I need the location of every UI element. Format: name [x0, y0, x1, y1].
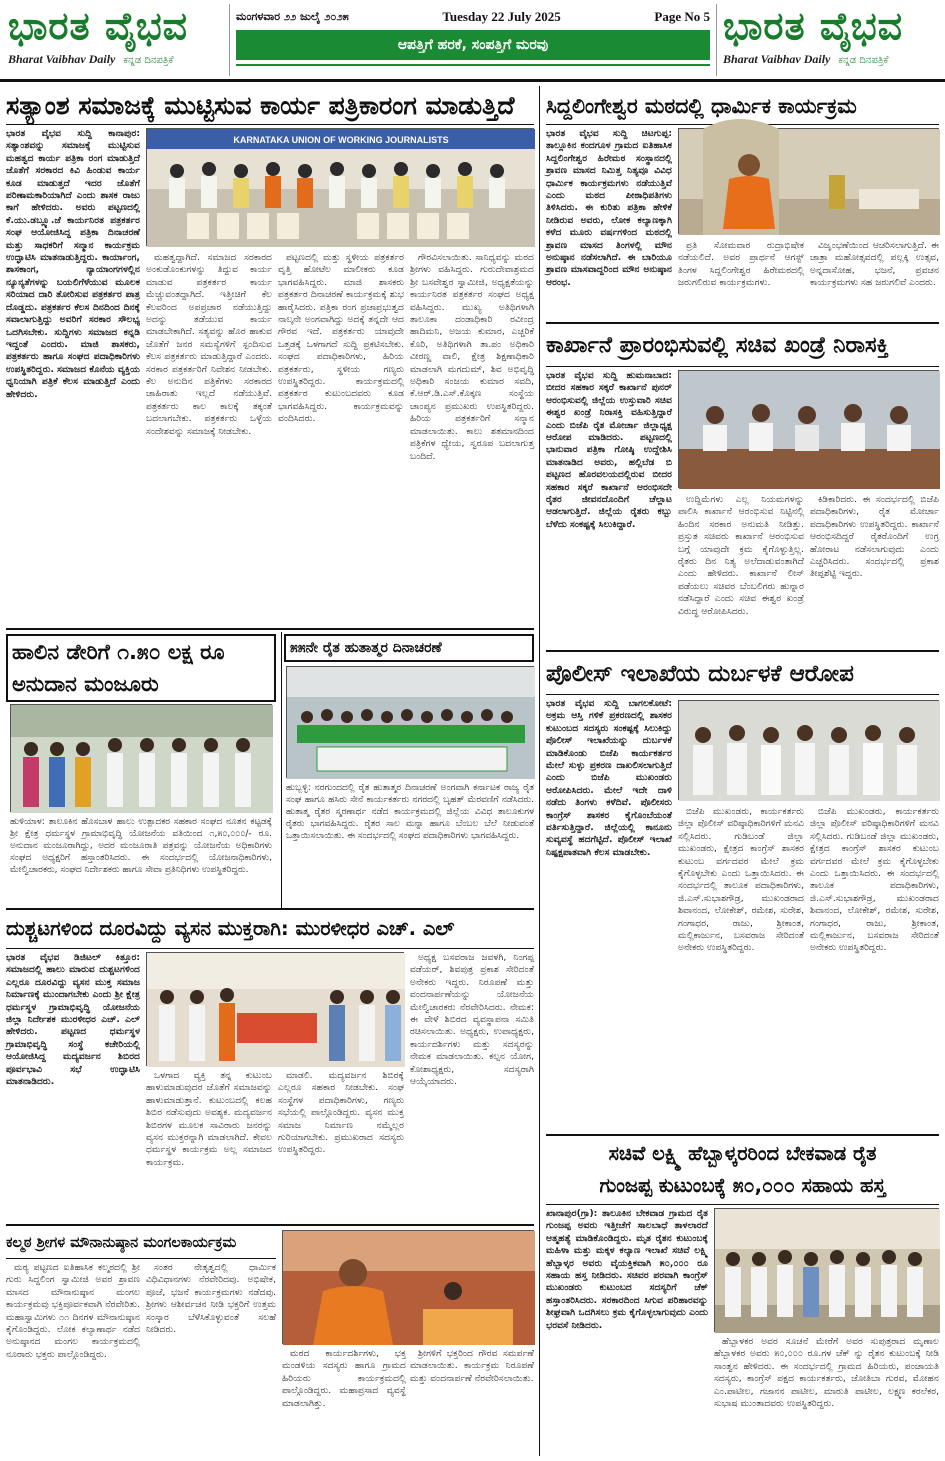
headline-underline — [6, 1258, 276, 1259]
section-divider — [6, 628, 534, 630]
article-body: ಸಂತರ ನೇತೃತ್ವದಲ್ಲಿ ಧಾರ್ಮಿಕ ವಿಧಿವಿಧಾನಗಳು ನೆರವೇರಿದವು. ಅಭಿಷೇಕ, ಪೂಜೆ, ಭಜನೆ ಕಾರ್ಯಕ್ರಮಗಳು ನಡೆದವು. ಶ್ರೀಗಳು ಆಶೀರ್ವಚನ ನೀಡಿ ಭಕ್ತರಿಗೆ ಉತ್ತಮ ಸಂಸ್ಕಾರ ಬೆಳೆಸಿಕೊಳ್ಳುವಂತೆ ಸಲಹೆ ನೀಡಿದರು. — [146, 1262, 276, 1336]
article-text — [410, 952, 534, 1220]
article-text — [714, 1336, 939, 1454]
article-body: ಪಟ್ಟಣದಲ್ಲಿ ಮತ್ತು ಸ್ಥಳೀಯ ಪತ್ರಕರ್ತರ ವೃತ್ತಿ ಹೋಟೆಲ ಮಾಲೀಕರು ಕೂಡ ಭಾಗವಹಿಸಿದ್ದರು. ಮಾಜಿ ಶಾಸಕರು ಪತ್ರಕರ್ತರ ದಿನಾಚರಣೆ ಕಾರ್ಯಕ್ರಮಕ್ಕೆ ಶುಭ ಹಾರೈಸಿದರು. ಪತ್ರಿಕಾ ರಂಗ ಪ್ರಜಾಪ್ರಭುತ್ವದ ನಾಲ್ಕನೇ ಅಂಗವಾಗಿದ್ದು ಅದಕ್ಕೆ ತನ್ನದೇ ಆದ ಗೌರವ ಇದೆ. ಪತ್ರಕರ್ತರು ಯಾವುದೇ ಒತ್ತಡಕ್ಕೆ ಒಳಗಾಗದೆ ಸುದ್ದಿ ಪ್ರಕಟಿಸಬೇಕು. ಸಂಘದ ಪದಾಧಿಕಾರಿಗಳು, ಹಿರಿಯ ಪತ್ರಕರ್ತರು, ಸ್ಥಳೀಯ ಗಣ್ಯರು ಉಪಸ್ಥಿತರಿದ್ದರು. ಕಾರ್ಯಕ್ರಮದಲ್ಲಿ ಪತ್ರಕರ್ತರ ಕುಟುಂಬದವರು ಕೂಡ ಭಾಗವಹಿಸಿದ್ದರು. ಕಾರ್ಯಕ್ರಮವನ್ನು ವಂದಿಸಿದರು. — [278, 252, 404, 425]
article-body: ಭಾರತ ವೈಭವ ಸುದ್ದಿ ಬಾಗಲಕೋಟೆ: ಅಕ್ರಮ ಆಸ್ತಿ ಗಳಿಕೆ ಪ್ರಕರಣದಲ್ಲಿ ಶಾಸಕರ ಕುಟುಂಬದ ಸದಸ್ಯರು ಸಂಕಷ್ಟಕ್ಕೆ ಸಿಲುಕಿದ್ದು ಪೊಲೀಸ್ ಇಲಾಖೆಯನ್ನು ದುರ್ಬಳಕೆ ಮಾಡಿಕೊಂಡು ಬಿಜೆಪಿ ಕಾರ್ಯಕರ್ತರ ಮೇಲೆ ಸುಳ್ಳು ಪ್ರಕರಣ ದಾಖಲಿಸಲಾಗುತ್ತಿದೆ ಎಂದು ಬಿಜೆಪಿ ಮುಖಂಡರು ಆರೋಪಿಸಿದರು. ಮೇಲೆ ಇದೇ ದಾಳಿ ನಡೆದು ತಿಂಗಳು ಕಳೆದಿವೆ. ಪೊಲೀಸರು ಕಾಂಗ್ರೆಸ್ ಶಾಸಕರ ಕೈಗೊಂಬೆಯಂತೆ ವರ್ತಿಸುತ್ತಿದ್ದಾರೆ. ಜಿಲ್ಲೆಯಲ್ಲಿ ಕಾನೂನು ಸುವ್ಯವಸ್ಥೆ ಹದಗೆಟ್ಟಿದೆ. ಪೊಲೀಸ್ ಇಲಾಖೆ ನಿಷ್ಪಕ್ಷಪಾತವಾಗಿ ಕೆಲಸ ಮಾಡಬೇಕು. — [546, 698, 672, 858]
photo-aid — [714, 1208, 939, 1332]
slogan-divider — [236, 64, 710, 66]
headline-aid-1: ಸಚಿವೆ ಲಕ್ಷ್ಮಿ ಹೆಬ್ಬಾಳ್ಕರರಿಂದ ಬೇಕವಾಡ ರೈತ — [608, 1142, 877, 1165]
photo-swamiji — [678, 128, 939, 234]
headline-dairy: ಹಾಲಿನ ಡೇರಿಗೆ ೧.೫೦ ಲಕ್ಷ ರೂ ಅನುದಾನ ಮಂಜೂರು — [12, 640, 225, 696]
headline-addiction: ದುಶ್ಚಟಗಳಿಂದ ದೂರವಿದ್ದು ವ್ಯಸನ ಮುಕ್ತರಾಗಿ: ಮುರಳೀಧರ ಎಚ್. ಎಲ್ — [6, 917, 455, 940]
headline-kalmath: ಕಲ್ಮಠ ಶ್ರೀಗಳ ಮೌನಾನುಷ್ಠಾನ ಮಂಗಲಕಾರ್ಯಕ್ರಮ — [6, 1235, 237, 1251]
article-text — [6, 1262, 140, 1454]
brand-title: ಭಾರತ ವೈಭವ — [723, 3, 904, 48]
article-body: ಬಿಜೆಪಿ ಮುಖಂಡರು, ಕಾರ್ಯಕರ್ತರು ಜಿಲ್ಲಾ ಪೊಲೀಸ್ ವರಿಷ್ಠಾಧಿಕಾರಿಗಳಿಗೆ ಮನವಿ ಸಲ್ಲಿಸಿದರು. ಗುಡಿಬಂಡೆ ಜಿಲ್ಲಾ ಮುಖಂಡರು, ಕ್ಷೇತ್ರದ ಕಾಂಗ್ರೆಸ್ ಶಾಸಕರ ಕುಟುಂಬ ವರ್ಗದವರ ಮೇಲೆ ಕ್ರಮ ಕೈಗೊಳ್ಳಬೇಕು ಎಂದು ಒತ್ತಾಯಿಸಿದರು. ಈ ಸಂದರ್ಭದಲ್ಲಿ ತಾಲೂಕ ಪದಾಧಿಕಾರಿಗಳು, ಜಿ.ಎಸ್.ಸುಭಾಶಗೌಡ್ರ, ಮುಖಂಡರಾದ ಶಿವಾನಂದ, ಲೋಕೇಶ್, ರಮೇಶ, ಸುರೇಶ, ಗಂಗಾಧರ, ರಾಜು, ಶ್ರೀಕಾಂತ, ಮಲ್ಲಿಕಾರ್ಜುನ, ಬಸವರಾಜ ಸೇರಿದಂತೆ ಅನೇಕರು ಉಪಸ್ಥಿತರಿದ್ದರು. — [678, 806, 804, 954]
section-divider — [546, 1134, 939, 1136]
brand-left — [8, 4, 230, 76]
page-number: Page No 5 — [654, 9, 710, 24]
aid-illustration — [715, 1209, 940, 1333]
meeting-illustration — [147, 953, 405, 1067]
section-divider — [6, 908, 534, 910]
headline-farmers: ೫೫ನೇ ರೈತ ಹುತಾತ್ಮರ ದಿನಾಚರಣೆ — [290, 640, 442, 656]
article-body: ಭಾರತ ವೈಭವ ಸುದ್ದಿ ಚಿಟಗುಪ್ಪ: ತಾಲ್ಲೂಕಿನ ಕಂದಗೂಳ ಗ್ರಾಮದ ಐತಿಹಾಸಿಕ ಸಿದ್ದಲಿಂಗೇಶ್ವರ ಹಿರೇಮಠ ಸಂಸ್ಥಾನದಲ್ಲಿ ಶ್ರಾವಣ ಮಾಸದ ನಿಮಿತ್ತ ನಿತ್ಯವೂ ವಿವಿಧ ಧಾರ್ಮಿಕ ಕಾರ್ಯಕ್ರಮಗಳು ನಡೆಯುತ್ತಿವೆ ಎಂದು ಮಠದ ಪೀಠಾಧಿಪತಿಗಳು ತಿಳಿಸಿದರು. ಈ ಕುರಿತು ಪತ್ರಿಕಾ ಹೇಳಿಕೆ ನೀಡಿರುವ ಅವರು, ಲೋಕ ಕಲ್ಯಾಣಕ್ಕಾಗಿ ಕಳೆದ ಮೂರು ವರ್ಷಗಳಿಂದ ಮಠದಲ್ಲಿ ಶ್ರಾವಣ ಮಾಸದ ತಿಂಗಳಲ್ಲಿ ಮೌನ ಅನುಷ್ಠಾನ ನಡೆಸಲಾಗಿದೆ. ಈ ಬಾರಿಯೂ ಶ್ರಾವಣ ಮಾಸವಾದ್ದರಿಂದ ಮೌನ ಅನುಷ್ಠಾನ ಆರಂಭ. — [546, 128, 672, 288]
article-body: ಮಹತ್ವದ್ದಾಗಿದೆ. ಸಮಾಜದ ಸರಕಾರದ ಅಂಕುಡೊಂಕುಗಳನ್ನು ತಿದ್ದುವ ಕಾರ್ಯ ಮಾಡುವ ಪತ್ರಕರ್ತರ ಕಾರ್ಯ ಮೆಚ್ಚುವಂತದ್ದಾಗಿದೆ. ಇತ್ತೀಚಿಗೆ ಕೆಲ ಕೆಲವರಿಂದ ಅಪಪ್ರಚಾರ ನಡೆಯುತ್ತಿದ್ದು ಅದನ್ನು ತಡೆಯುವ ಕಾರ್ಯ ಮಾಡಬೇಕಾಗಿದೆ. ಸತ್ಯವನ್ನು ಹೊರ ಹಾಕುವ ಜೊತೆಗೆ ಜನರ ಸಮಸ್ಯೆಗಳಿಗೆ ಸ್ಪಂದಿಸುವ ಕೆಲಸ ಪತ್ರಕರ್ತರು ಮಾಡುತ್ತಿದ್ದಾರೆ ಎಂದರು. ಸರಕಾರ ಪತ್ರಕರ್ತರಿಗೆ ನಿವೇಶನ ನೀಡಬೇಕು. ಕೆಲ ಅನುದಿನ ಪತ್ರಿಕೆಗಳು ಸರಕಾರದ ಜಾಹಿರಾತು ಇಲ್ಲದೆ ನಡೆಯುತ್ತಿವೆ. ಪತ್ರಕರ್ತರು ಕಾಲ ಕಾಲಕ್ಕೆ ತಕ್ಕಂತೆ ಬದಲಾಗಬೇಕು. ಪತ್ರಕರ್ತರು ಒಳ್ಳೆಯ ಸಂದೇಶವನ್ನು ಸಮಾಜಕ್ಕೆ ನೀಡಬೇಕು. — [146, 252, 272, 437]
brand-english: Bharat Vaibhav Daily — [8, 52, 116, 66]
article-text — [6, 952, 140, 1220]
brand-title: ಭಾರತ ವೈಭವ — [8, 3, 189, 48]
article-text — [410, 1348, 534, 1454]
headline-aid-2: ಗುಂಜಪ್ಪ ಕುಟುಂಬಕ್ಕೆ ೫೦,೦೦೦ ಸಹಾಯ ಹಸ್ತ — [599, 1174, 886, 1197]
article-body: ಭಾರತ ವೈಭವ ಸುದ್ದಿ ಕಾನಾಪುರ: ಸತ್ಯಾಂಶವನ್ನು ಸಮಾಜಕ್ಕೆ ಮುಟ್ಟಿಸುವ ಮಹತ್ವದ ಕಾರ್ಯ ಪತ್ರಿಕಾ ರಂಗ ಮಾಡುತ್ತಿದೆ ಜೊತೆಗೆ ಸರಕಾರದ ಕಿವಿ ಹಿಂಡುವ ಕಾರ್ಯ ಕೂಡ ಮಾಡುತ್ತದೆ ಇದರ ಜೊತೆಗೆ ಪರಿಣಾಮಕಾರಿಯಾಗಿದೆ ಎಂದು ಶಾಸಕ ರಾಜು ಕಾಗೆ ಹೇಳಿದರು. ಅವರು ಪಟ್ಟಣದಲ್ಲಿ ಕೆ.ಯು.ಡಬ್ಲ್ಯೂ.ಜೆ ಕಾರ್ಯನಿರತ ಪತ್ರಕರ್ತರ ಸಂಘ ಆಯೋಜಿಸಿದ್ದ ಪತ್ರಿಕಾ ದಿನಾಚರಣೆ ಮತ್ತು ಸಾಧಕರಿಗೆ ಸನ್ಮಾನ ಕಾರ್ಯಕ್ರಮ ಉದ್ಘಾಟಿಸಿ ಮಾತನಾಡುತ್ತಿದ್ದರು. ಕಾರ್ಯಾಂಗ, ಶಾಸಕಾಂಗ, ನ್ಯಾಯಾಂಗಗಳಲ್ಲಿನ ನ್ಯೂನ್ಯತೆಗಳನ್ನು ಬಯಲಿಗೆಳೆಯುವ ಮೂಲಕ ಸರಿಯಾದ ದಾರಿ ತೋರಿಸುವ ಪತ್ರಕರ್ತರ ಪಾತ್ರ ದೊಡ್ಡದು. ಪತ್ರಕರ್ತರ ಕೆಲಸ ದಿನದಿಂದ ದಿನಕ್ಕೆ ಸವಾಲಾಗುತ್ತಿದ್ದು ಅವರಿಗೆ ಸರಕಾರ ಸೌಲಭ್ಯ ಒದಗಿಸಬೇಕು. ಸುದ್ದಿಗಳು ಸಮಾಜದ ಕನ್ನಡಿ ಇದ್ದಂತೆ ಎಂದರು. ಮಾಜಿ ಶಾಸಕರು, ಪತ್ರಕರ್ತರು ಹಾಗೂ ಸಂಘದ ಪದಾಧಿಕಾರಿಗಳು ಉಪಸ್ಥಿತರಿದ್ದರು. ಸಮಾಜದ ಕೊನೆಯ ವ್ಯಕ್ತಿಯ ಧ್ವನಿಯಾಗಿ ಪತ್ರಿಕೆ ಕೆಲಸ ಮಾಡುತ್ತಿದೆ ಎಂದು ಹೇಳಿದರು. — [6, 128, 141, 400]
article-text — [678, 240, 804, 318]
press-meet-illustration — [679, 371, 940, 489]
article-body: ಒಳಗಾದ ವ್ಯಕ್ತಿ ತನ್ನ ಕುಟುಂಬ ಹಾಳುಮಾಡುವುದರ ಜೊತೆಗೆ ಸಮಾಜವನ್ನು ಹಾಳುಮಾಡುತ್ತಾನೆ. ಕುಟುಂಬದಲ್ಲಿ ಕಲಹ ಶಿಬಿರ ನಡೆಸುವುದು ಅವಶ್ಯಕ. ಮದ್ಯವರ್ಜನ ಶಿಬಿರಗಳ ಮೂಲಕ ಸಾವಿರಾರು ಜನರನ್ನು ವ್ಯಸನ ಮುಕ್ತರನ್ನಾಗಿ ಮಾಡಲಾಗಿದೆ. ಕೇವಲ ಧರ್ಮಸ್ಥಳ ಕಾರ್ಯಕ್ರಮ ಅಲ್ಲ ಸಮಾಜದ ಕಾರ್ಯಕ್ರಮ. — [146, 1070, 272, 1168]
article-text — [282, 1348, 406, 1454]
headline-factory: ಕಾರ್ಖಾನೆ ಪ್ರಾರಂಭಿಸುವಲ್ಲಿ ಸಚಿವ ಖಂಡ್ರೆ ನಿರಾಸಕ್ತಿ — [546, 333, 889, 358]
leaders-illustration — [679, 701, 940, 801]
article-text — [146, 1262, 276, 1454]
headline-underline — [546, 694, 939, 695]
box-divider — [281, 632, 282, 908]
center-divider — [539, 86, 540, 1456]
photo-kalmath — [282, 1230, 534, 1344]
article-text — [810, 806, 939, 1130]
dateline — [236, 6, 710, 28]
article-text — [678, 494, 804, 644]
article-body: ಹೆಬ್ಬಾಳಕರ ಅವರ ಸೂಚನೆ ಮೇರೆಗೆ ಅವರ ಸುಪುತ್ರರಾದ ಮೃಣಾಲ ಹೆಬ್ಬಾಳಕರ ಅವರು ೫೦,೦೦೦ ರೂ.ಗಳ ಚೆಕ್ ನ್ನು ರೈತನ ಕುಟುಂಬಕ್ಕೆ ನೀಡಿ ಸಾಂತ್ವನ ಹೇಳಿದರು. ಈ ಸಂದರ್ಭದಲ್ಲಿ ಗ್ರಾಮದ ಹಿರಿಯರು, ಪಂಚಾಯತಿ ಸದಸ್ಯರು, ಕಾಂಗ್ರೆಸ್ ಪಕ್ಷದ ಕಾರ್ಯಕರ್ತರು, ಜೋತಿಬಾ ಗುರವ, ಮೋಹನ ಎಂ.ಪಾಟೀಲ, ಗಜಾನನ ಪಾಟೀಲ, ಮಾರುತಿ ಪಾಟೀಲ, ಲಕ್ಷ್ಮಣ ಕರಲೆಕರ, ಸುಭಾಷ ಮುಂತಾದವರು ಉಪಸ್ಥಿತರಿದ್ದರು. — [714, 1336, 939, 1410]
headline-underline — [546, 1204, 939, 1205]
headline-underline — [546, 366, 939, 367]
headline-journalism: ಸತ್ಯಾಂಶ ಸಮಾಜಕ್ಕೆ ಮುಟ್ಟಿಸುವ ಕಾರ್ಯ ಪತ್ರಿಕಾರಂಗ ಮಾಡುತ್ತಿದೆ — [6, 91, 515, 120]
kalmath-illustration — [283, 1231, 535, 1345]
photo-bjp-leaders — [678, 700, 939, 800]
masthead — [0, 0, 945, 82]
article-text — [146, 1070, 272, 1220]
brand-right — [716, 4, 938, 76]
section-divider — [546, 650, 939, 652]
dairy-illustration — [11, 705, 273, 813]
article-text — [546, 128, 672, 318]
article-text — [810, 240, 939, 318]
article-body: ಅಧ್ಯಕ್ಷ ಬಸವರಾಜ ಜವಳಗಿ, ನಿಂಗಪ್ಪ ವಡೆಯರ್, ಶಿವಪುತ್ರ ಪ್ರಕಾಶ ಸೇರಿದಂತೆ ಅನೇಕರು ಇದ್ದರು. ನಿರೂಪಣೆ ಮತ್ತು ವಂದನಾರ್ಪಣೆಯನ್ನು ಯೋಜನೆಯ ಮೇಲ್ವಿಚಾರಕರು ನೆರವೇರಿಸಿದರು. ನೇಮಕ: ಈ ವೇಳೆ ಶಿಬಿರದ ವ್ಯವಸ್ಥಾಪನಾ ಸಮಿತಿ ರಚಿಸಲಾಯಿತು. ಅಧ್ಯಕ್ಷರು, ಉಪಾಧ್ಯಕ್ಷರು, ಕಾರ್ಯದರ್ಶಿಗಳು ಮತ್ತು ಸದಸ್ಯರನ್ನು ನೇಮಕ ಮಾಡಲಾಯಿತು. ಕಲ್ಪನ ಯೋಗ, ಕೋಶಾಧ್ಯಕ್ಷರು, ಸದಸ್ಯರಾಗಿ ಆಯ್ಕೆಯಾದರು. — [410, 952, 534, 1088]
article-body: ಮಠ್ಯ ಪಟ್ಟಣದ ಐತಿಹಾಸಿಕ ಕಲ್ಮಠದಲ್ಲಿ ಶ್ರೀ ಗುರು ಸಿದ್ಧಲಿಂಗ ಸ್ವಾಮೀಜಿ ಅವರ ಶ್ರಾವಣ ಮಾಸದ ಮೌನಾನುಷ್ಠಾನ ಮಂಗಲ ಕಾರ್ಯಕ್ರಮವು ಭಕ್ತಿಪೂರ್ವಕವಾಗಿ ನೆರವೇರಿತು. ಮಹಾಸ್ವಾಮಿಗಳು ೧೧ ದಿನಗಳ ಮೌನಾನುಷ್ಠಾನ ಕೈಗೊಂಡಿದ್ದರು. ಲೋಕ ಕಲ್ಯಾಣಾರ್ಥ ನಡೆದ ಅನುಷ್ಠಾನದ ಮಂಗಲ ಕಾರ್ಯಕ್ರಮದಲ್ಲಿ ನೂರಾರು ಭಕ್ತರು ಪಾಲ್ಗೊಂಡಿದ್ದರು. — [6, 1262, 140, 1360]
photo-dairy — [10, 704, 272, 812]
article-body: ಮಠದ ಕಾರ್ಯದರ್ಶಿಗಳು, ಭಕ್ತ ಮಂಡಳಿಯ ಸದಸ್ಯರು ಹಾಗೂ ಗ್ರಾಮದ ಹಿರಿಯರು ಕಾರ್ಯಕ್ರಮದಲ್ಲಿ ಪಾಲ್ಗೊಂಡಿದ್ದರು. ಮಹಾಪ್ರಸಾದ ವ್ಯವಸ್ಥೆ ಮಾಡಲಾಗಿತ್ತು. — [282, 1348, 406, 1409]
article-text — [146, 252, 272, 624]
article-text — [278, 252, 404, 624]
photo-rally — [286, 666, 534, 778]
article-body: ವಿಜೃಂಭಣೆಯಿಂದ ಆಚರಿಸಲಾಗುತ್ತಿದೆ. ಈ ಜಾತ್ರಾ ಮಹೋತ್ಸವದಲ್ಲಿ ಪಲ್ಲಕ್ಕಿ ಉತ್ಸವ, ಅನ್ನದಾಸೋಹ, ಭಜನೆ, ಪ್ರವಚನ ಕಾರ್ಯಕ್ರಮಗಳು ಸಹ ಜರುಗಲಿವೆ ಎಂದರು. — [810, 240, 939, 289]
article-body: ಶ್ರೀಗಳಿಗೆ ಭಕ್ತರಿಂದ ಗೌರವ ಸಮರ್ಪಣೆ ಮಾಡಲಾಯಿತು. ಕಾರ್ಯಕ್ರಮ ನಿರೂಪಣೆ ಮತ್ತು ವಂದನಾರ್ಪಣೆ ನೆರವೇರಿಸಲಾಯಿತು. — [410, 1348, 534, 1384]
photo-meeting — [146, 952, 404, 1066]
issue-date: Tuesday 22 July 2025 — [442, 9, 561, 24]
swamiji-illustration — [679, 129, 940, 235]
article-text — [546, 698, 672, 1130]
article-text — [810, 494, 939, 644]
rally-illustration — [287, 667, 535, 779]
banner-text: KARNATAKA UNION OF WORKING JOURNALISTS — [233, 135, 449, 145]
section-divider — [6, 1224, 534, 1226]
caption-farmers: ಹುಬ್ಬಳ್ಳಿ: ನರಗುಂದದಲ್ಲಿ ರೈತ ಹುತಾತ್ಮರ ದಿನಾಚರಣೆ ಅಂಗವಾಗಿ ಕರ್ನಾಟಕ ರಾಜ್ಯ ರೈತ ಸಂಘ ಹಾಗೂ ಹಸಿರು ಸೇನೆ ಕಾರ್ಯಕರ್ತರು ನಗರದಲ್ಲಿ ಬೃಹತ್ ಮೆರವಣಿಗೆ ನಡೆಸಿದರು. ಹುತಾತ್ಮ ರೈತರ ಸ್ಮರಣಾರ್ಥ ನಡೆದ ಕಾರ್ಯಕ್ರಮದಲ್ಲಿ ಜಿಲ್ಲೆಯ ವಿವಿಧ ತಾಲೂಕುಗಳ ರೈತರು ಭಾಗವಹಿಸಿದ್ದರು. ರೈತರ ಸಾಲ ಮನ್ನಾ ಹಾಗೂ ಬೆಂಬಲ ಬೆಲೆ ನೀಡುವಂತೆ ಒತ್ತಾಯಿಸಲಾಯಿತು. ಈ ಸಂದರ್ಭದಲ್ಲಿ ಸಂಘದ ಪದಾಧಿಕಾರಿಗಳು ಭಾಗವಹಿಸಿದ್ದರು. — [286, 783, 534, 841]
headline-underline — [6, 124, 534, 125]
brand-english: Bharat Vaibhav Daily — [723, 52, 831, 66]
article-text — [410, 252, 534, 624]
article-body: ಪ್ರತಿ ಸೋಮವಾರ ರುದ್ರಾಭಿಷೇಕ ನಡೆಯಲಿದೆ. ಅವರ ಪ್ರಾರ್ಥನೆ ಆಗಸ್ಟ್ ತಿಂಗಳ ಸಿದ್ದಲಿಂಗೇಶ್ವರ ಹಿರೇಮಠದಲ್ಲಿ ಜರುಗಲಿರುವ ಕಾರ್ಯಕ್ರಮಗಳು. — [678, 240, 804, 289]
article-text — [546, 1208, 708, 1454]
article-text — [546, 370, 672, 644]
article-text — [278, 1070, 404, 1220]
headline-police: ಪೊಲೀಸ್ ಇಲಾಖೆಯ ದುರ್ಬಳಕೆ ಆರೋಪ — [546, 661, 854, 687]
article-body: ಕಿಡಿಕಾರಿದರು. ಈ ಸಂದರ್ಭದಲ್ಲಿ ಬಿಜೆಪಿ ಪದಾಧಿಕಾರಿಗಳು, ರೈತ ಮೋರ್ಚಾ ಪದಾಧಿಕಾರಿಗಳು ಉಪಸ್ಥಿತರಿದ್ದರು. ಕಾರ್ಖಾನೆ ಆರಂಭಿಸದಿದ್ದರೆ ರೈತರೊಂದಿಗೆ ಉಗ್ರ ಹೋರಾಟ ನಡೆಸಲಾಗುವುದು ಎಂದು ಎಚ್ಚರಿಸಿದರು. ಸಂದರ್ಭದಲ್ಲಿ ಪ್ರಕಾಶ ತೀಪ್ಪಶೆಟ್ಟಿ ಇದ್ದರು. — [810, 494, 939, 580]
section-divider — [546, 322, 939, 324]
brand-tag: ಕನ್ನಡ ದಿನಪತ್ರಿಕೆ — [838, 55, 889, 66]
slogan: ಆಪತ್ತಿಗೆ ಹರಕೆ, ಸಂಪತ್ತಿಗೆ ಮರವು — [236, 30, 710, 60]
brand-tag: ಕನ್ನಡ ದಿನಪತ್ರಿಕೆ — [123, 55, 174, 66]
article-text — [6, 128, 140, 624]
article-body: ಬಿಜೆಪಿ ಮುಖಂಡರು, ಕಾರ್ಯಕರ್ತರು ಜಿಲ್ಲಾ ಪೊಲೀಸ್ ವರಿಷ್ಠಾಧಿಕಾರಿಗಳಿಗೆ ಮನವಿ ಸಲ್ಲಿಸಿದರು. ಗುಡಿಬಂಡೆ ಜಿಲ್ಲಾ ಮುಖಂಡರು, ಕ್ಷೇತ್ರದ ಕಾಂಗ್ರೆಸ್ ಶಾಸಕರ ಕುಟುಂಬ ವರ್ಗದವರ ಮೇಲೆ ಕ್ರಮ ಕೈಗೊಳ್ಳಬೇಕು ಎಂದು ಒತ್ತಾಯಿಸಿದರು. ಈ ಸಂದರ್ಭದಲ್ಲಿ ತಾಲೂಕ ಪದಾಧಿಕಾರಿಗಳು, ಜಿ.ಎಸ್.ಸುಭಾಶಗೌಡ್ರ, ಮುಖಂಡರಾದ ಶಿವಾನಂದ, ಲೋಕೇಶ್, ರಮೇಶ, ಸುರೇಶ, ಗಂಗಾಧರ, ರಾಜು, ಶ್ರೀಕಾಂತ, ಮಲ್ಲಿಕಾರ್ಜುನ, ಬಸವರಾಜ ಸೇರಿದಂತೆ ಅನೇಕರು ಉಪಸ್ಥಿತರಿದ್ದರು. — [810, 806, 939, 954]
headline-math: ಸಿದ್ದಲಿಂಗೇಶ್ವರ ಮಠದಲ್ಲಿ ಧಾರ್ಮಿಕ ಕಾರ್ಯಕ್ರಮ — [546, 94, 857, 118]
issue-kannada: ಮಂಗಳವಾರ ೨೨ ಜುಲೈ ೨೦೨೫ — [236, 10, 349, 23]
caption-dairy: ಹುಳಿಯಾಳ: ತಾಲೂಕಿನ ಹೊಸಬಾಳ ಹಾಲು ಉತ್ಪಾದಕರ ಸಹಕಾರ ಸಂಘದ ನೂತನ ಕಟ್ಟಡಕ್ಕೆ ಶ್ರೀ ಕ್ಷೇತ್ರ ಧರ್ಮಸ್ಥಳ ಗ್ರಾಮಾಭಿವೃದ್ಧಿ ಯೋಜನೆಯ ವತಿಯಿಂದ ೧,೫೦,೦೦೦/- ರೂ. ಅನುದಾನ ಮಂಜೂರಾಗಿದ್ದು, ಅದರ ಮಂಜೂರಾತಿ ಪತ್ರವನ್ನು ಯೋಜನೆಯ ಅಧಿಕಾರಿಗಳು ಸಂಘದ ಅಧ್ಯಕ್ಷರಿಗೆ ಹಸ್ತಾಂತರಿಸಿದರು. ಈ ಸಂದರ್ಭದಲ್ಲಿ ಯೋಜನಾಧಿಕಾರಿಗಳು, ಮೇಲ್ವಿಚಾರಕರು, ಸಂಘದ ನಿರ್ದೇಶಕರು ಹಾಗೂ ಸೇವಾ ಪ್ರತಿನಿಧಿಗಳು ಉಪಸ್ಥಿತರಿದ್ದರು. — [10, 817, 272, 875]
article-body: ಭಾರತ ವೈಭವ ಡಿಜಿಟಲ್ ಕಿತ್ತೂರ: ಸಮಾಜದಲ್ಲಿ ಹಾಲು ಮಾರುವ ದುಶ್ಚಟಗಳಿಂದ ಎಲ್ಲರೂ ದೂರವಿದ್ದು ವ್ಯಸನ ಮುಕ್ತ ಸಮಾಜ ನಿರ್ಮಾಣಕ್ಕೆ ಮುಂದಾಗಬೇಕು ಎಂದು ಶ್ರೀ ಕ್ಷೇತ್ರ ಧರ್ಮಸ್ಥಳ ಗ್ರಾಮಾಭಿವೃದ್ಧಿ ಯೋಜನೆಯ ಜಿಲ್ಲಾ ನಿರ್ದೇಶಕ ಮುರಳೀಧರ ಎಚ್. ಎಲ್ ಹೇಳಿದರು. ಪಟ್ಟಣದ ಧರ್ಮಸ್ಥಳ ಗ್ರಾಮಾಭಿವೃದ್ಧಿ ಸಂಸ್ಥೆ ಕಚೇರಿಯಲ್ಲಿ ಆಯೋಜಿಸಿದ್ದ ಮದ್ಯವರ್ಜನ ಶಿಬಿರದ ಪೂರ್ವಭಾವಿ ಸಭೆ ಉದ್ಘಾಟಿಸಿ ಮಾತನಾಡಿದರು. — [6, 952, 140, 1088]
article-body: ಗೌರವಿಸಲಾಯಿತು. ಸಾನಿಧ್ಯವನ್ನು ಮಠದ ಶ್ರೀಗಳು ವಹಿಸಿದ್ದರು. ಗುರುದೇವಾಶ್ರಮದ ಶ್ರೀ ಬಸವೇಶ್ವರ ಸ್ವಾಮೀಜಿ, ಅಧ್ಯಕ್ಷತೆಯನ್ನು ಕಾರ್ಯನಿರತ ಪತ್ರಕರ್ತರ ಸಂಘದ ಅಧ್ಯಕ್ಷ ವಹಿಸಿದ್ದರು. ಮುಖ್ಯ ಅತಿಥಿಗಳಾಗಿ ತಾಲೂಕಾ ದಂಡಾಧಿಕಾರಿ ರವೀಂದ್ರ ಹಾದಿಮನಿ, ಅಜಯ ಕುಮಾರ, ಎಚ್ಚರಿಕೆ ಕೊರಿ, ಅತಿಥಿಗಳಾಗಿ ತಾ.ಪಂ ಅಧಿಕಾರಿ ವೀರಣ್ಣ ವಾಲಿ, ಕ್ಷೇತ್ರ ಶಿಕ್ಷಣಾಧಿಕಾರಿ ಮಾಡಲಾಗಿ ಮಗದುಮ್, ಶಿವ ಅಭಿವೃದ್ಧಿ ಅಧಿಕಾರಿ ಸಂಜಯ ಕುಮಾರ ಸವದಿ, ಕೆ.ಆರ್.ಡಿ.ಎಸ್.ಕೊಕ್ಕಣ ಸಂಸ್ಥೆಯ ಚಾಂಪ್ಯನ ಪ್ರಮುಖರು ಉಪಸ್ಥಿತರಿದ್ದರು. ಹಿರಿಯ ಪತ್ರಕರ್ತರಿಗೆ ಸನ್ಮಾನ ಮಾಡಲಾಯಿತು. ಕಾಲು ಶತಮಾನದಿಂದ ಪತ್ರಿಕೆಗಳ ಧ್ಯೇಯ, ಸ್ವರೂಪ ಬದಲಾಗುತ್ತ ಬಂದಿದೆ. — [410, 252, 534, 462]
photo-press-meet — [678, 370, 939, 488]
photo-journalists — [146, 128, 534, 246]
group-photo-illustration — [147, 129, 535, 247]
article-body: ಉದ್ದಿಮೆಗಳು ಎಲ್ಲ ನಿಯಮಗಳನ್ನು ಪಾಲಿಸಿ ಕಾರ್ಖಾನೆ ಆರಂಭಿಸುವ ನಿಟ್ಟಿನಲ್ಲಿ ಹಿಂದಿನ ಸರಕಾರ ಅನುಮತಿ ನೀಡಿತ್ತು. ಪ್ರಸ್ತುತ ಸಚಿವರು ಕಾರ್ಖಾನೆ ಆರಂಭಿಸುವ ಬಗ್ಗೆ ಯಾವುದೇ ಕ್ರಮ ಕೈಗೊಳ್ಳುತ್ತಿಲ್ಲ. ರೈತರು ದಿನ ನಿತ್ಯ ಅಲೆದಾಡುವಂತಾಗಿದೆ ಎಂದು ಹೇಳಿದರು. ಕಾರ್ಖಾನೆ ಲೀಸ್ ಪಡೆಯಲು ಸಚಿವರ ಬೆಂಬಲಿಗರು ಹುನ್ನಾರ ನಡೆಸಿದ್ದಾರೆ ಎಂದು ಸಚಿವ ಈಶ್ವರ ಖಂಡ್ರೆ ವಿರುದ್ಧ ಆರೋಪಿಸಿದರು. — [678, 494, 804, 617]
headline-underline — [6, 948, 534, 949]
article-body: ಭಾರತ ವೈಭವ ಸುದ್ದಿ ಹುಮನಾಬಾದ: ಬೀದರ ಸಹಕಾರ ಸಕ್ಕರೆ ಕಾರ್ಖಾನೆ ಪುನರ್ ಆರಂಭಿಸುವಲ್ಲಿ ಜಿಲ್ಲೆಯ ಉಸ್ತುವಾರಿ ಸಚಿವ ಈಶ್ವರ ಖಂಡ್ರೆ ನಿರಾಸಕ್ತಿ ವಹಿಸುತ್ತಿದ್ದಾರೆ ಎಂದು ಬಿಜೆಪಿ ರೈತ ಮೋರ್ಚಾ ಜಿಲ್ಲಾಧ್ಯಕ್ಷ ಆರೋಪ ಮಾಡಿದರು. ಪಟ್ಟಣದಲ್ಲಿ ಭಾನುವಾರ ಪತ್ರಿಕಾ ಗೋಷ್ಠಿ ಉದ್ದೇಶಿಸಿ ಮಾತನಾಡಿದ ಅವರು, ಹಲ್ಲಿಬೆಡ ಬಿ ಪಟ್ಟಣದ ಹೊರವಲಯದಲ್ಲಿರುವ ಬೀದರ ಸಹಕಾರ ಸಕ್ಕರೆ ಕಾರ್ಖಾನೆ ಆರಂಭಿಸದೇ ರೈತರ ಜೀವನದೊಂದಿಗೆ ಚೆಲ್ಲಾಟ ಆಡಲಾಗುತ್ತಿದೆ. ಜಿಲ್ಲೆಯ ರೈತರು ಕಬ್ಬು ಬೆಳೆದು ಸಂಕಷ್ಟಕ್ಕೆ ಸಿಲುಕಿದ್ದಾರೆ. — [546, 370, 672, 530]
article-body: ಮಾಡಲಿ. ಮದ್ಯವರ್ಜನ ಶಿಬಿರಕ್ಕೆ ಎಲ್ಲರೂ ಸಹಕಾರ ನೀಡಬೇಕು. ಸಂಘ ಸಂಸ್ಥೆಗಳ ಪದಾಧಿಕಾರಿಗಳು, ಗಣ್ಯರು ಸಭೆಯಲ್ಲಿ ಪಾಲ್ಗೊಂಡಿದ್ದರು. ವ್ಯಸನ ಮುಕ್ತ ಸಮಾಜ ನಿರ್ಮಾಣ ನಮ್ಮೆಲ್ಲರ ಗುರಿಯಾಗಬೇಕು. ಪ್ರಮುಖರಾದ ಸದಸ್ಯರು ಉಪಸ್ಥಿತರಿದ್ದರು. — [278, 1070, 404, 1156]
article-body: ಖಾನಾಪುರ(ಗ್ರಾ): ತಾಲೂಕಿನ ಬೇಕವಾಡ ಗ್ರಾಮದ ರೈತ ಗುಂಜಪ್ಪ ಅವರು ಇತ್ತೀಚೆಗೆ ಸಾಲಬಾಧೆ ತಾಳಲಾರದೆ ಆತ್ಮಹತ್ಯೆ ಮಾಡಿಕೊಂಡಿದ್ದರು. ಮೃತ ರೈತನ ಕುಟುಂಬಕ್ಕೆ ಮಹಿಳಾ ಮತ್ತು ಮಕ್ಕಳ ಕಲ್ಯಾಣ ಇಲಾಖೆ ಸಚಿವೆ ಲಕ್ಷ್ಮಿ ಹೆಬ್ಬಾಳ್ಕರ ಅವರು ವೈಯಕ್ತಿಕವಾಗಿ ೫೦,೦೦೦ ರೂ ಸಹಾಯ ಹಸ್ತ ನೀಡಿದರು. ಸಚಿವರ ಪರವಾಗಿ ಕಾಂಗ್ರೆಸ್ ಮುಖಂಡರು ಕುಟುಂಬದ ಸದಸ್ಯರಿಗೆ ಚೆಕ್ ಹಸ್ತಾಂತರಿಸಿದರು. ಸರಕಾರದಿಂದ ಸಿಗುವ ಪರಿಹಾರವನ್ನು ಶೀಘ್ರವಾಗಿ ಒದಗಿಸಲು ಕ್ರಮ ಕೈಗೊಳ್ಳಲಾಗುವುದು ಎಂದು ಭರವಸೆ ನೀಡಿದರು. — [546, 1208, 708, 1331]
article-text — [678, 806, 804, 1130]
